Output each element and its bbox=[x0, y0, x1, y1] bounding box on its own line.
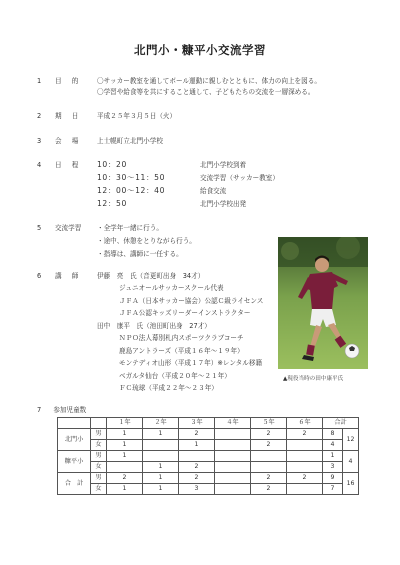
table-cell: 2 bbox=[179, 473, 215, 484]
instructor-career: ＮＰＯ法人幕別札内スポーツクラブコーチ bbox=[119, 334, 244, 342]
table-cell: 1 bbox=[107, 451, 143, 462]
instructor-career: 鹿島アントラーズ（平成１６年～１９年） bbox=[119, 347, 244, 355]
table-cell: 2 bbox=[251, 484, 287, 495]
table-cell: 1 bbox=[143, 462, 179, 473]
sex-cell: 男 bbox=[91, 473, 107, 484]
group-total: 16 bbox=[343, 473, 359, 495]
schedule-desc: 交流学習（サッカー教室） bbox=[200, 174, 279, 182]
table-cell: 2 bbox=[251, 429, 287, 440]
table-cell bbox=[251, 451, 287, 462]
purpose-line: 〇学習や給食等を共にすること通して、子どもたちの交流を一層深める。 bbox=[97, 88, 315, 96]
page-title: 北門小・糠平小交流学習 bbox=[134, 43, 266, 57]
table-row bbox=[58, 429, 359, 440]
sex-cell: 女 bbox=[91, 462, 107, 473]
schedule-time: 10：30～11：50 bbox=[97, 173, 166, 182]
table-header: ５年 bbox=[251, 418, 287, 429]
table-cell bbox=[287, 440, 323, 451]
table-cell bbox=[143, 451, 179, 462]
instructor-name: 田中 康平 氏（池田町出身 27才） bbox=[97, 322, 211, 330]
group-total: 12 bbox=[343, 429, 359, 451]
instructor-photo bbox=[278, 237, 368, 369]
table-cell: 2 bbox=[287, 429, 323, 440]
table-cell bbox=[215, 429, 251, 440]
section-label: 会 場 bbox=[55, 137, 83, 145]
section-label: 講 師 bbox=[55, 272, 83, 280]
table-row bbox=[58, 440, 359, 451]
sex-cell: 男 bbox=[91, 429, 107, 440]
table-cell bbox=[215, 484, 251, 495]
table-row bbox=[58, 473, 359, 484]
table-cell: 2 bbox=[251, 473, 287, 484]
section-number: 6 bbox=[37, 272, 42, 280]
table-cell: 2 bbox=[107, 473, 143, 484]
table-cell: 2 bbox=[251, 440, 287, 451]
activity-line: ・指導は、講師に一任する。 bbox=[97, 250, 183, 258]
sex-cell: 男 bbox=[91, 451, 107, 462]
schedule-time: 12：50 bbox=[97, 199, 127, 208]
schedule-desc: 給食交流 bbox=[200, 187, 227, 195]
table-cell: 2 bbox=[179, 462, 215, 473]
instructor-career: ＪＦＡ（日本サッカー協会）公認Ｃ級ライセンス bbox=[119, 297, 264, 305]
activity-line: ・全学年一緒に行う。 bbox=[97, 224, 163, 232]
table-cell bbox=[251, 462, 287, 473]
table-cell bbox=[287, 462, 323, 473]
table-cell bbox=[215, 473, 251, 484]
date-value: 平成２５年３月５日（火） bbox=[97, 112, 177, 120]
section-number: 1 bbox=[37, 77, 42, 85]
table-cell: 1 bbox=[107, 429, 143, 440]
activity-line: ・途中、休憩をとりながら行う。 bbox=[97, 237, 196, 245]
instructor-career: ジュニオールサッカースクール代表 bbox=[119, 284, 224, 292]
table-cell: 1 bbox=[143, 473, 179, 484]
section-number: 7 bbox=[37, 406, 42, 414]
school-name: 合 計 bbox=[58, 473, 91, 495]
section-label: 日 程 bbox=[55, 161, 83, 169]
table-header: １年 bbox=[107, 418, 143, 429]
table-cell: 3 bbox=[179, 484, 215, 495]
section-number: 2 bbox=[37, 112, 42, 120]
sex-cell: 女 bbox=[91, 440, 107, 451]
school-name: 糠平小 bbox=[58, 451, 91, 473]
table-cell: 4 bbox=[323, 440, 343, 451]
attendance-table bbox=[57, 417, 359, 495]
schedule-time: 12：00～12：40 bbox=[97, 186, 166, 195]
table-cell: 1 bbox=[323, 451, 343, 462]
table-cell: 9 bbox=[323, 473, 343, 484]
table-cell: 1 bbox=[143, 484, 179, 495]
table-cell: 2 bbox=[287, 473, 323, 484]
instructor-career: モンテディオ山形（平成１７年）※レンタル移籍 bbox=[119, 359, 263, 367]
photo-caption: ▲現役当時の田中康平氏 bbox=[283, 376, 344, 382]
table-cell bbox=[287, 484, 323, 495]
instructor-career: ベガルタ仙台（平成２０年～２１年） bbox=[119, 372, 231, 380]
table-cell bbox=[215, 451, 251, 462]
instructor-career: ＦＣ琉球（平成２２年～２３年） bbox=[119, 384, 218, 392]
table-cell bbox=[143, 440, 179, 451]
schedule-time: 10：20 bbox=[97, 160, 127, 169]
table-cell bbox=[107, 462, 143, 473]
instructor-name: 伊藤 亮 氏（音更町出身 34才） bbox=[97, 272, 205, 280]
table-cell: 2 bbox=[179, 429, 215, 440]
table-cell: 1 bbox=[179, 440, 215, 451]
section-label: 参加児童数 bbox=[53, 406, 87, 414]
table-header: ３年 bbox=[179, 418, 215, 429]
section-label: 期 日 bbox=[55, 112, 83, 120]
schedule-desc: 北門小学校到着 bbox=[200, 161, 247, 169]
table-cell bbox=[215, 462, 251, 473]
table-header: ２年 bbox=[143, 418, 179, 429]
table-row bbox=[58, 462, 359, 473]
schedule-desc: 北門小学校出発 bbox=[200, 200, 247, 208]
venue-value: 上士幌町立北門小学校 bbox=[97, 137, 163, 145]
section-number: 4 bbox=[37, 161, 42, 169]
sex-cell: 女 bbox=[91, 484, 107, 495]
table-cell: 8 bbox=[323, 429, 343, 440]
school-name: 北門小 bbox=[58, 429, 91, 451]
table-header: ４年 bbox=[215, 418, 251, 429]
table-cell: 1 bbox=[143, 429, 179, 440]
table-cell: 3 bbox=[323, 462, 343, 473]
table-header: ６年 bbox=[287, 418, 323, 429]
table-header-row bbox=[58, 418, 359, 429]
section-label: 交流学習 bbox=[55, 224, 82, 232]
section-number: 3 bbox=[37, 137, 42, 145]
group-total: 4 bbox=[343, 451, 359, 473]
instructor-career: ＪＦＡ公認キッズリーダーインストラクター bbox=[119, 309, 251, 317]
table-cell: 1 bbox=[107, 484, 143, 495]
section-number bbox=[37, 404, 86, 414]
table-row bbox=[58, 484, 359, 495]
purpose-line: 〇サッカー教室を通してボール運動に親しむとともに、体力の向上を図る。 bbox=[97, 77, 321, 85]
section-number: 5 bbox=[37, 224, 42, 232]
table-row bbox=[58, 451, 359, 462]
table-cell bbox=[179, 451, 215, 462]
section-label: 目 的 bbox=[55, 77, 83, 85]
table-cell: 1 bbox=[107, 440, 143, 451]
table-header: 合計 bbox=[323, 418, 359, 429]
table-cell: 7 bbox=[323, 484, 343, 495]
table-cell bbox=[215, 440, 251, 451]
table-cell bbox=[287, 451, 323, 462]
